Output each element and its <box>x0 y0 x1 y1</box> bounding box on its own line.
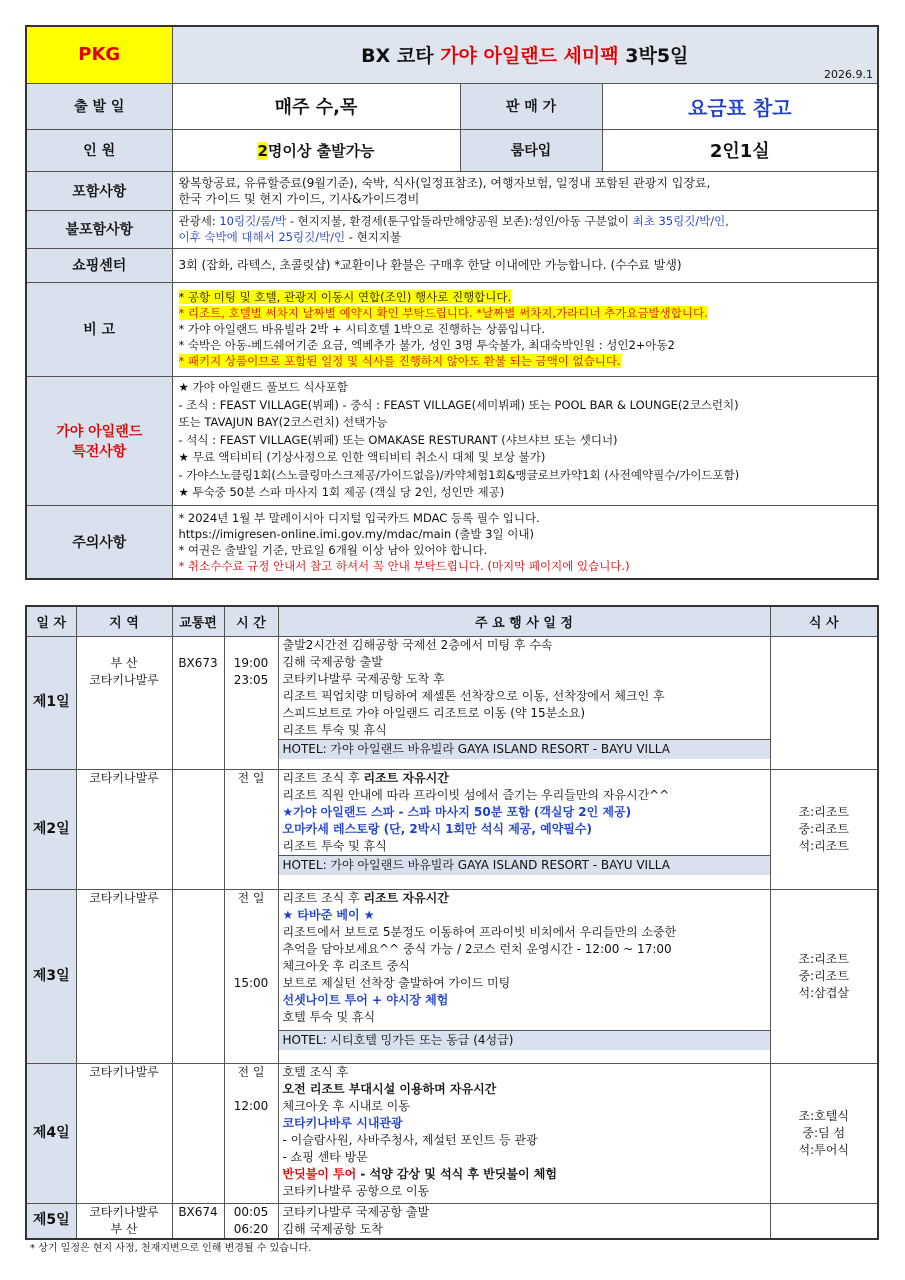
schedule: 코타키나발루 국제공항 출발 김해 국제공항 도착 <box>278 1203 770 1239</box>
header-meals: 식 사 <box>770 606 878 636</box>
included-label: 포함사항 <box>26 171 172 210</box>
table-row <box>26 769 878 889</box>
people-value: 2명이상 출발가능 <box>172 129 460 171</box>
hotel-info: HOTEL: 시티호텔 밍가든 또는 동급 (4성급) <box>279 1030 770 1050</box>
pkg-label: PKG <box>26 26 172 83</box>
table-row <box>26 636 878 769</box>
region: 코타키나발루 부 산 <box>76 1203 172 1239</box>
day-label: 제4일 <box>26 1063 76 1203</box>
day-label: 제1일 <box>26 636 76 769</box>
region: 코타키나발루 <box>76 889 172 1063</box>
hotel-info: HOTEL: 가야 아일랜드 바유빌라 GAYA ISLAND RESORT - BAYU VILLA <box>279 855 770 875</box>
table-row <box>26 1203 878 1239</box>
shopping-text: 3회 (잡화, 라텍스, 초콜릿샵) *교환이나 환불은 구매후 한달 이내에만 가능합니다. (수수료 발생) <box>172 248 878 282</box>
included-text: 왕복항공료, 유류할증료(9월기준), 숙박, 식사(일정표참조), 여행자보험, 일정내 포함된 관광지 입장료, 한국 가이드 및 현지 가이드, 기사&가이드경비 <box>172 171 878 210</box>
header-region: 지 역 <box>76 606 172 636</box>
meals: 조:호텔식 중:딤 섬 석:투어식 <box>770 1063 878 1203</box>
remarks-label: 비 고 <box>26 282 172 376</box>
time: 00:05 06:20 <box>224 1203 278 1239</box>
hotel-info: HOTEL: 가야 아일랜드 바유빌라 GAYA ISLAND RESORT - BAYU VILLA <box>279 739 770 759</box>
meals: 조:리조트 중:리조트 석:리조트 <box>770 769 878 889</box>
shopping-label: 쇼핑센터 <box>26 248 172 282</box>
day-label: 제3일 <box>26 889 76 1063</box>
room-value: 2인1실 <box>602 129 878 171</box>
price-label: 판 매 가 <box>460 83 602 129</box>
table-row <box>26 889 878 1063</box>
transport: BX673 <box>172 636 224 769</box>
transport <box>172 889 224 1063</box>
time: 19:00 23:05 <box>224 636 278 769</box>
schedule: 출발2시간전 김해공항 국제선 2층에서 미팅 후 수속 김해 국제공항 출발 코타키나발루 국제공항 도착 후 리조트 픽업치량 미팅하여 제셀톤 선착장으로 이동, 선착장에서 체크인 후 스피드보트로 가야 아일랜드 리조트로 이동 (약 15분소요) 리조트 투숙 및 휴식 HOTEL: 가야 아일랜드 바유빌라 GAYA ISLAND RESORT - BAYU VILLA <box>278 636 770 769</box>
page-title: BX 코타 가야 아일랜드 세미팩 3박5일 2026.9.1 <box>172 26 878 83</box>
issue-date: 2026.9.1 <box>824 67 874 81</box>
special-label: 가야 아일랜드 특전사항 <box>26 376 172 505</box>
excluded-label: 불포함사항 <box>26 210 172 248</box>
time: 전 일 <box>224 769 278 889</box>
departure-label: 출 발 일 <box>26 83 172 129</box>
transport <box>172 1063 224 1203</box>
price-value: 요금표 참고 <box>602 83 878 129</box>
header-transport: 교통편 <box>172 606 224 636</box>
meals <box>770 636 878 769</box>
header-schedule: 주 요 행 사 일 정 <box>278 606 770 636</box>
transport <box>172 769 224 889</box>
transport: BX674 <box>172 1203 224 1239</box>
schedule: 호텔 조식 후 오전 리조트 부대시설 이용하며 자유시간 체크아웃 후 시내로 이동 코타키나바루 시내관광 - 이슬람사원, 사바주청사, 제설턴 포인트 등 관광 - 쇼핑 센타 방문 반딧불이 투어 - 석양 감상 및 석식 후 반딧불이 체험 코타키나발루 공항으로 이동 <box>278 1063 770 1203</box>
meals: 조:리조트 중:리조트 석:삼겹살 <box>770 889 878 1063</box>
room-label: 룸타입 <box>460 129 602 171</box>
day-label: 제5일 <box>26 1203 76 1239</box>
caution-label: 주의사항 <box>26 505 172 579</box>
footnote: * 상기 일정은 현지 사정, 천재지변으로 인해 변경될 수 있습니다. <box>30 1243 312 1254</box>
caution-text: * 2024년 1월 부 말레이시아 디지털 입국카드 MDAC 등록 필수 입니다. https://imigresen-online.imi.gov.my/mdac/main (출발 3일 이내) * 여권은 출발일 기준, 만료일 6개월 이상 남아 있어야 합니다. * 취소수수료 규정 안내서 참고 하셔서 꼭 안내 부탁드립니다. (마지막 페이지에 있습니다.) <box>172 505 878 579</box>
excluded-text: 관광세: 10링깃/룸/박 - 현지지불, 환경세(툰구압둘라만해양공원 보존):성인/아동 구분없이 최초 35링깃/박/인, 이후 숙박에 대해서 25링깃/박/인 - 현지지불 <box>172 210 878 248</box>
region: 부 산 코타키나발루 <box>76 636 172 769</box>
header-day: 일 자 <box>26 606 76 636</box>
time: 전 일 12:00 <box>224 1063 278 1203</box>
departure-value: 매주 수,목 <box>172 83 460 129</box>
people-label: 인 원 <box>26 129 172 171</box>
itinerary-table <box>25 605 879 1240</box>
meals <box>770 1203 878 1239</box>
schedule: 리조트 조식 후 리조트 자유시간 ★ 타바준 베이 ★ 리조트에서 보트로 5분정도 이동하여 프라이빗 비치에서 우리들만의 소중한 추억을 담아보세요^^ 중식 가능 / 2코스 런치 운영시간 - 12:00 ~ 17:00 체크아웃 후 리조트 중식 보트로 제실턴 선착장 출발하여 가이드 미팅 선셋나이트 투어 + 야시장 체험 호텔 투숙 및 휴식 HOTEL: 시티호텔 밍가든 또는 동급 (4성급) <box>278 889 770 1063</box>
package-info-table <box>25 25 879 580</box>
schedule: 리조트 조식 후 리조트 자유시간 리조트 직원 안내에 따라 프라이빗 섬에서 즐기는 우리들만의 자유시간^^ ★가야 아일랜드 스파 - 스파 마사지 50분 포함 (객실당 2인 제공) 오마카세 레스토랑 (단, 2박시 1회만 석식 제공, 예약필수) 리조트 투숙 및 휴식 HOTEL: 가야 아일랜드 바유빌라 GAYA ISLAND RESORT - BAYU VILLA <box>278 769 770 889</box>
header-time: 시 간 <box>224 606 278 636</box>
remarks-text: * 공항 미팅 및 호텔, 관광지 이동시 연합(조인) 행사로 진행합니다. * 리조트, 호텔별 써차지 날짜별 예약시 확인 부탁드립니다. *날짜별 써차지,가라디너 추가요금발생합니다. * 가야 아일랜드 바유빌라 2박 + 시티호텔 1박으로 진행하는 상품입니다. * 숙박은 아동-베드쉐어기준 요금, 엑베추가 불가, 성인 3명 투숙불가, 최대숙박인원 : 성인2+아동2 * 패키지 상품이므로 포함된 일정 및 식사를 진행하지 않아도 환불 되는 금액이 없습니다. <box>172 282 878 376</box>
special-text: ★ 가야 아일랜드 풀보드 식사포함 - 조식 : FEAST VILLAGE(뷔페) - 중식 : FEAST VILLAGE(세미뷔페) 또는 POOL BAR & LOUNGE(2코스런치) 또는 TAVAJUN BAY(2코스런치) 선택가능 - 석식 : FEAST VILLAGE(뷔페) 또는 OMAKASE RESTURANT (샤브샤브 또는 셋디너) ★ 무료 액티비티 (기상사정으로 인한 액티비티 취소시 대체 및 보상 불가) - 가야스노클링1회(스노클링마스크제공/가이드없음)/카약체험1회&맹글로브카약1회 (사전예약필수/가이드포함) ★ 투숙중 50분 스파 마사지 1회 제공 (객실 당 2인, 성인만 제공) <box>172 376 878 505</box>
table-row <box>26 1063 878 1203</box>
region: 코타키나발루 <box>76 1063 172 1203</box>
day-label: 제2일 <box>26 769 76 889</box>
region: 코타키나발루 <box>76 769 172 889</box>
time: 전 일 15:00 <box>224 889 278 1063</box>
